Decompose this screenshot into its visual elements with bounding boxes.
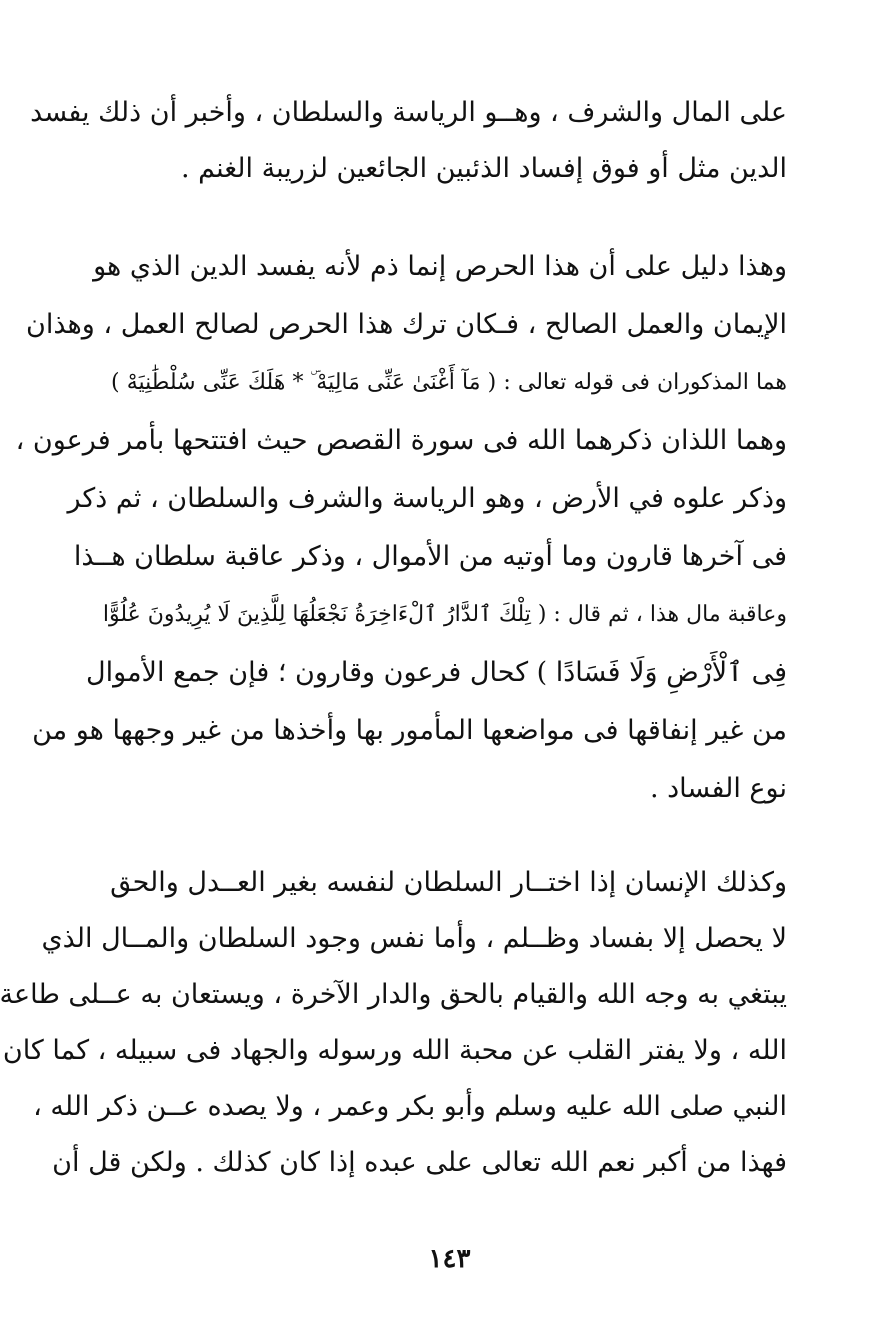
text-line: على المال والشرف ، وهــو الرياسة والسلطان ، وأخبر أن ذلك يفسد xyxy=(30,97,787,128)
text-line: وكذلك الإنسان إذا اختــار السلطان لنفسه بغير العــدل والحق xyxy=(110,867,787,898)
page-number: ١٤٣ xyxy=(428,1244,471,1274)
text-line: يبتغي به وجه الله والقيام بالحق والدار الآخرة ، ويستعان به عــلى طاعة xyxy=(0,979,787,1010)
text-line-with-verse: فِى ٱلْأَرْضِ وَلَا فَسَادًا ) كحال فرعون وقارون ؛ فإن جمع الأموال xyxy=(86,657,787,688)
text-line: الإيمان والعمل الصالح ، فـكان ترك هذا الحرص لصالح العمل ، وهذان xyxy=(26,309,787,340)
text-line: وهما اللذان ذكرهما الله فى سورة القصص حيث افتتحها بأمر فرعون ، xyxy=(15,425,787,456)
text-line: لا يحصل إلا بفساد وظــلم ، وأما نفس وجود السلطان والمــال الذي xyxy=(41,923,787,954)
text-line: نوع الفساد . xyxy=(649,773,787,804)
text-line: فهذا من أكبر نعم الله تعالى على عبده إذا كان كذلك . ولكن قل أن xyxy=(52,1147,787,1178)
text-line: وذكر علوه في الأرض ، وهو الرياسة والشرف والسلطان ، ثم ذكر xyxy=(67,483,787,514)
text-line: النبي صلى الله عليه وسلم وأبو بكر وعمر ، ولا يصده عــن ذكر الله ، xyxy=(33,1091,787,1122)
text-line-with-verse: وعاقبة مال هذا ، ثم قال : ( تِلْكَ ٱلدَّارُ ٱلْءَاخِرَةُ نَجْعَلُهَا لِلَّذِينَ لَا يُرِيدُونَ عُلُوًّا xyxy=(102,602,787,627)
text-line: فى آخرها قارون وما أوتيه من الأموال ، وذكر عاقبة سلطان هــذا xyxy=(73,541,787,572)
text-line: الدين مثل أو فوق إفساد الذئبين الجائعين لزريبة الغنم . xyxy=(181,153,787,184)
text-line: وهذا دليل على أن هذا الحرص إنما ذم لأنه يفسد الدين الذي هو xyxy=(93,251,787,282)
text-line: الله ، ولا يفتر القلب عن محبة الله ورسوله والجهاد فى سبيله ، كما كان xyxy=(2,1035,787,1066)
text-line: من غير إنفاقها فى مواضعها المأمور بها وأخذها من غير وجهها هو من xyxy=(32,715,787,746)
text-line-with-verse: هما المذكوران فى قوله تعالى : ( مَآ أَغْنَىٰ عَنِّى مَالِيَهْ ۜ * هَلَكَ عَنِّى سُلْطَٰنِيَهْ ) xyxy=(111,370,787,395)
